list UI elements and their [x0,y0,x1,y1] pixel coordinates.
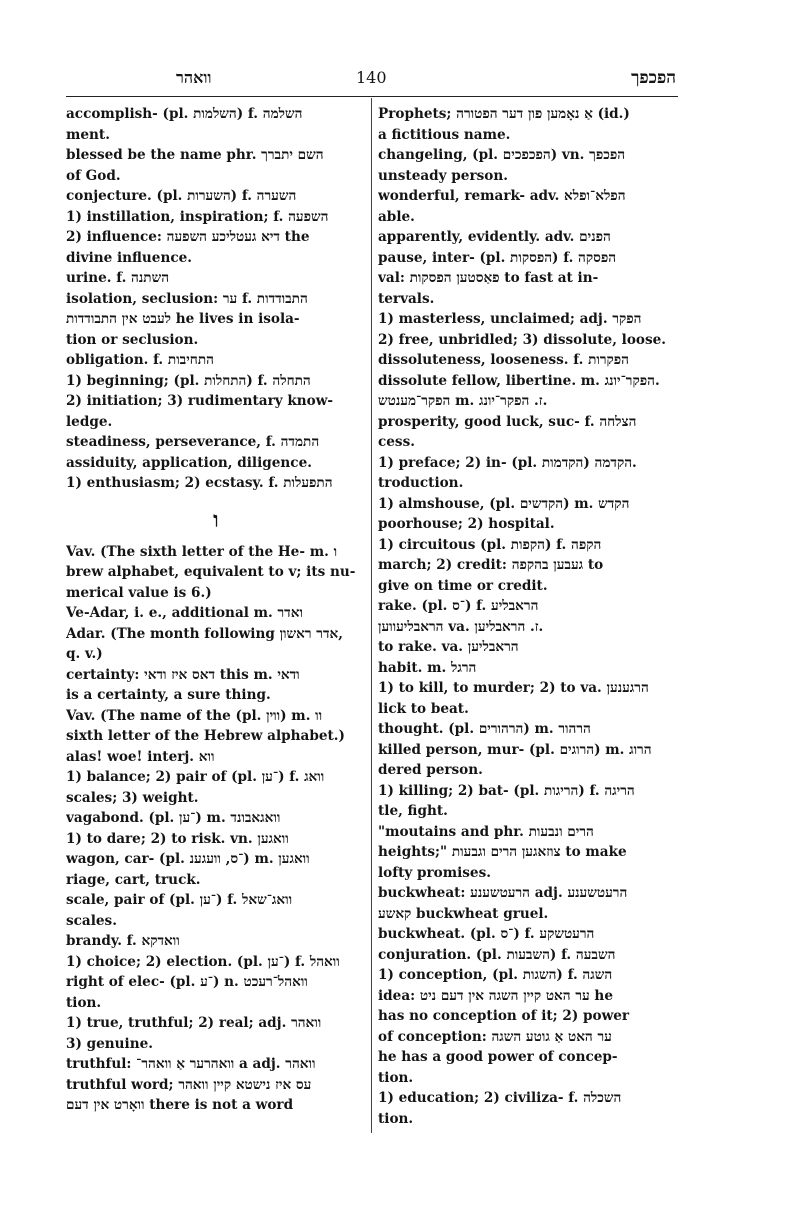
dictionary-line: tle, fight. [378,803,448,819]
right-column [378,104,678,1129]
dictionary-line: 1) circuitous (pl. הקפות) f. הקפה [378,536,602,553]
dictionary-line: blessed be the name phr. השם יתברך [66,147,324,163]
dictionary-line: idea: ער האט קיין השגה אין דעם ניט he [378,987,613,1004]
dictionary-line: of God. [66,167,121,184]
dictionary-line: thought. (pl. הרהורים) m. הרהור [378,721,591,737]
dictionary-line: 1) conception, (pl. השגות) f. השגה [378,967,613,983]
left-guide-word: וואהר [176,68,212,87]
dictionary-line: "moutains and phr. הרים ונבעות [378,823,594,840]
dictionary-line: Adar. (The month following אדר ראשון, [66,625,343,642]
left-column [66,104,366,1116]
dictionary-line: Prophets; אַ נאָמען פון דער הפטורה (id.) [378,106,630,122]
dictionary-line: conjecture. (pl. השערות) f. השערה [66,188,297,204]
dictionary-line: vagabond. (pl. ־ען) m. וואגאבונד [66,810,281,826]
dictionary-line: to rake. va. הראבליען [378,639,519,655]
dictionary-line: rake. (pl. ־ס) f. הראבליע [378,598,539,614]
dictionary-line: tion or seclusion. [66,331,199,348]
dictionary-line: wagon, car- (pl. ־ס, וועגענ) m. וואגען [66,851,310,867]
dictionary-line: brew alphabet, equivalent to v; its nu- [66,564,356,580]
dictionary-line: 1) killing; 2) bat- (pl. הריגות) f. הריגה [378,782,635,799]
dictionary-line: 1) enthusiasm; 2) ecstasy. f. התפעלות [66,475,333,491]
dictionary-line: val: פאַסטען הפסקות to fast at in- [378,270,599,286]
dictionary-line: steadiness, perseverance, f. התמדה [66,434,320,450]
dictionary-line: buckwheat. (pl. ־ס) f. הרעטשקע [378,926,595,942]
dictionary-line: pause, inter- (pl. הפסקות) f. הפסקה [378,249,617,266]
dictionary-line: tion. [66,994,102,1011]
dictionary-line: right of elec- (pl. ־ע) n. וואהל־רעכט [66,974,308,990]
dictionary-line: accomplish- (pl. השלמות) f. השלמה [66,106,303,122]
dictionary-line: certainty: דאס איז ודאי this m. ודאי [66,666,300,683]
dictionary-line: alas! woe! interj. ווא [66,748,215,765]
dictionary-line: 1) almshouse, (pl. הקדשים) m. הקדש [378,495,630,512]
dictionary-line: scales; 3) weight. [66,789,199,806]
dictionary-line: give on time or credit. [378,577,548,594]
dictionary-line: prosperity, good luck, suc- f. הצלחה [378,413,637,430]
dictionary-line: לעבט אין התבודדות he lives in isola- [66,311,300,327]
dictionary-line: sixth letter of the Hebrew alphabet.) [66,728,345,744]
dictionary-line: Vav. (The sixth letter of the He- m. ו [66,543,338,560]
dictionary-line: able. [378,208,415,225]
dictionary-line: divine influence. [66,249,193,266]
dictionary-line: ledge. [66,413,113,430]
dictionary-line: 2) free, unbridled; 3) dissolute, loose. [378,331,667,348]
dictionary-line: unsteady person. [378,167,508,184]
left-entries-before [66,104,366,494]
dictionary-line: 1) instillation, inspiration; f. השפעה [66,208,329,225]
dictionary-line: 1) to dare; 2) to risk. vn. וואגען [66,830,289,847]
dictionary-line: 3) genuine. [66,1035,153,1052]
dictionary-line: q. v.) [66,646,103,662]
dictionary-line: poorhouse; 2) hospital. [378,516,555,532]
dictionary-line: is a certainty, a sure thing. [66,687,271,703]
dictionary-line: dissolute fellow, libertine. m. הפקר־יונג. [378,372,660,389]
dictionary-line: habit. m. הרגל [378,659,477,676]
dictionary-line: Vav. (The name of the (pl. ווין) m. וו [66,707,323,724]
dictionary-line: 1) to kill, to murder; 2) to va. הרגענען [378,680,649,696]
dictionary-line: 1) true, truthful; 2) real; adj. וואהר [66,1015,322,1031]
dictionary-line: scale, pair of (pl. ־ען) f. וואג־שאל [66,892,293,908]
dictionary-line: truthful word; עס איז נישטא קיין וואהר [66,1076,312,1093]
dictionary-line: has no conception of it; 2) power [378,1008,630,1024]
dictionary-line: lick to beat. [378,700,469,717]
dictionary-line: lofty promises. [378,864,491,881]
page-header [66,68,676,90]
dictionary-line: he has a good power of concep- [378,1049,618,1065]
dictionary-line: assiduity, application, diligence. [66,454,312,471]
dictionary-line: march; 2) credit: געבען בהקפה to [378,557,604,573]
dictionary-line: 2) influence: דיא געטליכע השפעה the [66,229,310,245]
dictionary-line: 2) initiation; 3) rudimentary know- [66,393,334,409]
dictionary-line: merical value is 6.) [66,584,212,601]
section-letter-vav: ו [213,506,219,533]
dictionary-line: הראבליעווען va. ז. הראבליען. [378,618,544,635]
column-divider [371,98,372,1133]
dictionary-line: conjuration. (pl. השבעות) f. השבעה [378,946,616,963]
dictionary-line: apparently, evidently. adv. הפנים [378,229,611,245]
left-entries-after [66,542,366,1116]
header-rule [66,96,678,97]
dictionary-line: killed person, mur- (pl. הרוגים) m. הרוג [378,741,652,758]
dictionary-line: urine. f. השתנה [66,270,170,286]
dictionary-line: ment. [66,126,110,143]
dictionary-line: cess. [378,434,415,450]
dictionary-line: of conception: ער האט אַ גוטע השגה [378,1028,612,1045]
dictionary-line: קאשע buckwheat gruel. [378,905,549,922]
dictionary-line: riage, cart, truck. [66,871,201,888]
dictionary-line: buckwheat: הרעטשענע adj. הרעטשענע [378,885,628,901]
dictionary-line: 1) education; 2) civiliza- f. השכלה [378,1090,622,1106]
dictionary-line: scales. [66,912,117,929]
dictionary-line: 1) balance; 2) pair of (pl. ־ען) f. וואג [66,769,325,785]
page-number: 140 [356,68,387,87]
dictionary-line: וואָרט אין דעם there is not a word [66,1097,294,1113]
dictionary-line: changeling, (pl. הפכפכים) vn. הפכפך [378,147,626,163]
dictionary-line: 1) masterless, unclaimed; adj. הפקר [378,311,642,327]
dictionary-line: dissoluteness, looseness. f. הפקרות [378,352,629,368]
dictionary-line: isolation, seclusion: ער f. התבודדות [66,290,308,307]
dictionary-line: tervals. [378,290,435,307]
dictionary-line: a fictitious name. [378,126,511,143]
dictionary-line: troduction. [378,475,464,491]
dictionary-line: brandy. f. וואדקא [66,933,180,949]
dictionary-line: tion. [378,1069,414,1086]
dictionary-line: truthful: וואהרער אַ וואהר־ a adj. וואהר [66,1056,316,1072]
dictionary-line: wonderful, remark- adv. הפלא־ופלא [378,188,626,204]
dictionary-line: 1) beginning; (pl. התחלות) f. התחלה [66,372,311,389]
dictionary-line: obligation. f. התחיבות [66,352,214,368]
right-guide-word: הפכפך [631,68,676,88]
dictionary-line: dered person. [378,762,483,778]
right-entries [378,104,678,1129]
dictionary-line: 1) choice; 2) election. (pl. ־ען) f. וואהל [66,953,340,970]
dictionary-line: הפקר־מענטש m. ז. הפקר־יונג. [378,393,548,409]
dictionary-line: 1) preface; 2) in- (pl. הקדמות) הקדמה. [378,454,637,471]
dictionary-line: Ve-Adar, i. e., additional m. ואדר [66,605,303,621]
dictionary-line: heights;" צוזאגען הרים וגבעות to make [378,844,627,860]
dictionary-line: tion. [378,1110,414,1127]
